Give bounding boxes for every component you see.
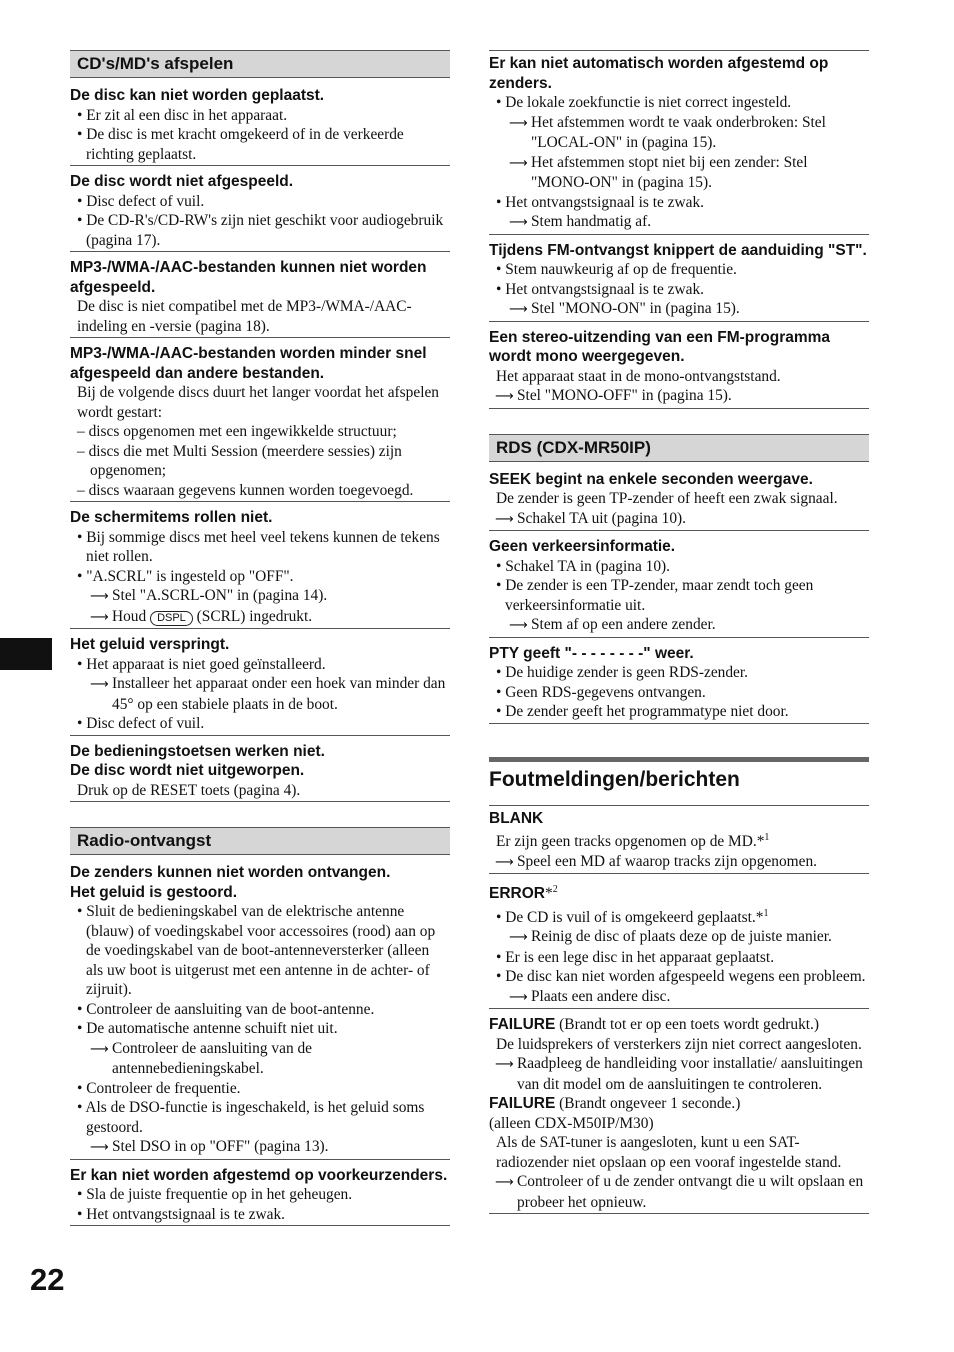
- issue-title: MP3-/WMA-/AAC-bestanden kunnen niet worden afgespeeld.: [70, 259, 427, 296]
- bullet: •: [77, 1020, 83, 1037]
- message-title: BLANK: [489, 809, 544, 827]
- arrow-icon: ⟶: [495, 854, 514, 870]
- remedy-text: Het afstemmen stopt niet bij een zender: Stel "MONO-ON" in (pagina 15).: [531, 153, 808, 191]
- bullet: •: [77, 126, 83, 143]
- bullet: •: [77, 1099, 83, 1116]
- bullet: •: [77, 1000, 83, 1018]
- left-column: [70, 50, 450, 1231]
- issue-stereo-heard-mono: [489, 327, 869, 409]
- issue-title: Tijdens FM-ontvangst knippert de aanduiding "ST".: [489, 241, 867, 259]
- cause-text: Disc defect of vuil.: [86, 715, 205, 732]
- footnote-star: *: [544, 885, 553, 903]
- issue-seek-starts: [489, 469, 869, 532]
- footnote-ref: 1: [763, 907, 769, 919]
- cause-text: discs waaraan gegevens kunnen worden toegevoegd.: [88, 481, 414, 499]
- remedy-text: Controleer of u de zender ontvangt die u wilt opslaan en probeer het opnieuw.: [517, 1173, 864, 1211]
- issue-title: De disc wordt niet afgespeeld.: [70, 173, 294, 190]
- cause-text: discs opgenomen met een ingewikkelde structuur;: [88, 423, 397, 440]
- issue-title: Een stereo-uitzending van een FM-programma wordt mono weergegeven.: [489, 328, 831, 365]
- remedy-text: Stem af op een andere zender.: [531, 616, 716, 633]
- cause-text: Bij sommige discs met heel veel tekens kunnen de tekens niet rollen.: [86, 528, 440, 565]
- dash: –: [77, 423, 85, 440]
- bullet: •: [77, 567, 83, 585]
- issue-title: Het geluid is gestoord.: [70, 883, 238, 901]
- bullet: •: [496, 280, 502, 298]
- remedy-text: Houd: [112, 607, 147, 625]
- issue-stations-not-received: [70, 862, 450, 1160]
- message-title: ERROR: [489, 885, 545, 903]
- remedy-text: Stel "MONO-OFF" in (pagina 15).: [517, 387, 732, 404]
- arrow-icon: ⟶: [495, 1057, 514, 1073]
- cause-text: Geen RDS-gegevens ontvangen.: [505, 683, 706, 701]
- arrow-icon: ⟶: [90, 589, 109, 604]
- arrow-icon: ⟶: [509, 618, 528, 633]
- footnote-ref: 1: [764, 832, 770, 843]
- cause-text: De CD-R's/CD-RW's zijn niet geschikt voor audiogebruik (pagina 17).: [86, 212, 444, 249]
- message-error: [489, 879, 869, 1009]
- section-title-error-messages: Foutmeldingen/berichten: [489, 757, 869, 806]
- issue-buttons-not-working: [70, 741, 450, 803]
- issue-title: SEEK begint na enkele seconden weergave.: [489, 470, 813, 488]
- issue-title: De disc kan niet worden geplaatst.: [70, 87, 325, 104]
- page-number: 22: [30, 1262, 65, 1297]
- cause-text: Het apparaat is niet goed geïnstalleerd.: [86, 655, 326, 673]
- cause-text: Schakel TA in (pagina 10).: [505, 557, 670, 575]
- cause-text: Bij de volgende discs duurt het langer voordat het afspelen wordt gestart:: [77, 384, 440, 421]
- issue-title: MP3-/WMA-/AAC-bestanden worden minder snel afgespeeld dan andere bestanden.: [70, 345, 427, 382]
- bullet: •: [496, 577, 502, 594]
- bullet: •: [77, 655, 83, 673]
- remedy-text: Speel een MD af waarop tracks zijn opgenomen.: [517, 852, 818, 870]
- bullet: •: [496, 908, 502, 926]
- bullet: •: [77, 1186, 83, 1203]
- remedy-text: Druk op de RESET toets (pagina 4).: [77, 781, 301, 799]
- cause-text: De luidsprekers of versterkers zijn niet correct aangesloten.: [496, 1035, 862, 1053]
- cause-text: De zender is geen TP-zender of heeft een zwak signaal.: [496, 490, 838, 507]
- dspl-key-icon: DSPL: [150, 611, 193, 626]
- message-title: FAILURE: [489, 1095, 556, 1113]
- footnote-star: *: [756, 833, 765, 851]
- bullet: •: [77, 212, 83, 229]
- remedy-text: Stel DSO in op "OFF" (pagina 13).: [112, 1138, 329, 1155]
- cause-text: Er is een lege disc in het apparaat geplaatst.: [505, 948, 775, 966]
- cause-text: De zender geeft het programmatype niet door.: [505, 703, 789, 720]
- arrow-icon: ⟶: [495, 1175, 514, 1191]
- remedy-text: (SCRL) ingedrukt.: [196, 607, 313, 625]
- section-header-rds: RDS (CDX-MR50IP): [489, 434, 869, 462]
- issue-sound-skips: [70, 634, 450, 736]
- remedy-text: Het afstemmen wordt te vaak onderbroken: Stel "LOCAL-ON" in (pagina 15).: [531, 113, 826, 151]
- bullet: •: [496, 664, 502, 681]
- issue-mp3-slow: [70, 343, 450, 502]
- cause-text: Er zijn geen tracks opgenomen op de MD.: [496, 833, 757, 851]
- section-header-radio: Radio-ontvangst: [70, 827, 450, 855]
- cause-text: De disc kan niet worden afgespeeld wegens een probleem.: [505, 968, 866, 986]
- cause-text: Controleer de aansluiting van de boot-antenne.: [86, 1000, 375, 1018]
- issue-auto-tuning-fails: [489, 50, 869, 235]
- issue-disc-not-inserted: [70, 85, 450, 166]
- bullet: •: [496, 968, 502, 986]
- cause-text: "A.SCRL" is ingesteld op "OFF".: [86, 567, 294, 585]
- issue-title: Geen verkeersinformatie.: [489, 538, 676, 555]
- arrow-icon: ⟶: [509, 215, 528, 230]
- cause-text: Sla de juiste frequentie op in het geheugen.: [86, 1186, 353, 1203]
- message-note: (Brandt ongeveer 1 seconde.): [559, 1095, 741, 1113]
- issue-presets-not-tuned: [70, 1165, 450, 1227]
- cause-text: De zender is een TP-zender, maar zendt toch geen verkeersinformatie uit.: [505, 577, 814, 614]
- issue-pty-dashes: [489, 643, 869, 724]
- remedy-text: Controleer de aansluiting van de antennebedieningskabel.: [112, 1039, 313, 1077]
- remedy-text: Reinig de disc of plaats deze op de juiste manier.: [531, 928, 832, 946]
- message-title: FAILURE: [489, 1016, 556, 1034]
- cause-text: discs die met Multi Session (meerdere sessies) zijn opgenomen;: [88, 442, 402, 479]
- cause-text: De CD is vuil of is omgekeerd geplaatst.: [505, 908, 756, 926]
- cause-text: De lokale zoekfunctie is niet correct ingesteld.: [505, 94, 792, 111]
- issue-title: De bedieningstoetsen werken niet.: [70, 742, 325, 760]
- remedy-text: Stel "MONO-ON" in (pagina 15).: [531, 300, 740, 317]
- bullet: •: [77, 106, 83, 124]
- remedy-text: Stem handmatig af.: [531, 213, 652, 230]
- right-column: [489, 50, 869, 1219]
- arrow-icon: ⟶: [509, 155, 528, 171]
- bullet: •: [496, 94, 502, 111]
- issue-mp3-not-playing: [70, 257, 450, 338]
- remedy-text: Schakel TA uit (pagina 10).: [517, 509, 687, 527]
- cause-text: De automatische antenne schuift niet uit.: [86, 1020, 338, 1037]
- arrow-icon: ⟶: [90, 1041, 109, 1057]
- cause-text: Het ontvangstsignaal is te zwak.: [505, 280, 704, 298]
- remedy-text: Raadpleeg de handleiding voor installatie/ aansluitingen van dit model om de aansluitingen te controleren.: [517, 1055, 863, 1093]
- arrow-icon: ⟶: [509, 989, 528, 1005]
- cause-text: Sluit de bedieningskabel van de elektrische antenne (blauw) of voedingskabel voor accessoires (rood) aan op de voedingskabel van de boot-antenneversterker (alleen als uw boot is uitgerust met een antenne in de achter- of zijruit).: [86, 903, 436, 998]
- issue-title: De schermitems rollen niet.: [70, 509, 273, 526]
- issue-display-not-scrolling: [70, 507, 450, 629]
- arrow-icon: ⟶: [509, 115, 528, 131]
- cause-text: De disc is niet compatibel met de MP3-/WMA-/AAC-indeling en -versie (pagina 18).: [77, 298, 412, 335]
- arrow-icon: ⟶: [90, 1140, 109, 1155]
- issue-title: De zenders kunnen niet worden ontvangen.: [70, 864, 391, 881]
- cause-text: Als de SAT-tuner is aangesloten, kunt u een SAT-radiozender niet opslaan op een vooraf ingestelde stand.: [496, 1134, 842, 1171]
- arrow-icon: ⟶: [509, 302, 528, 317]
- bullet: •: [496, 703, 502, 720]
- cause-text: Het apparaat staat in de mono-ontvangststand.: [496, 367, 781, 385]
- arrow-icon: ⟶: [90, 609, 109, 625]
- message-blank: [489, 808, 869, 875]
- remedy-text: Installeer het apparaat onder een hoek van minder dan 45° op een stabiele plaats in de boot.: [112, 675, 446, 713]
- footnote-ref: 2: [552, 884, 558, 896]
- section-header-cd-md: CD's/MD's afspelen: [70, 50, 450, 78]
- remedy-text: Stel "A.SCRL-ON" in (pagina 14).: [112, 587, 328, 604]
- message-note: (Brandt tot er op een toets wordt gedrukt.): [559, 1016, 820, 1034]
- bullet: •: [77, 903, 83, 920]
- bullet: •: [77, 1205, 83, 1223]
- bullet: •: [496, 948, 502, 966]
- model-note: (alleen CDX-M50IP/M30): [489, 1114, 654, 1132]
- footnote-star: *: [755, 908, 764, 926]
- cause-text: Het ontvangstsignaal is te zwak.: [505, 193, 704, 211]
- cause-text: Disc defect of vuil.: [86, 192, 205, 210]
- bullet: •: [77, 715, 83, 732]
- message-failure: [489, 1014, 869, 1214]
- bullet: •: [77, 1079, 83, 1097]
- issue-title: Er kan niet worden afgestemd op voorkeurzenders.: [70, 1166, 448, 1184]
- remedy-text: Plaats een andere disc.: [531, 987, 671, 1005]
- bullet: •: [496, 261, 502, 278]
- cause-text: De disc is met kracht omgekeerd of in de verkeerde richting geplaatst.: [86, 126, 404, 163]
- section-tab-marker: [0, 638, 52, 670]
- bullet: •: [496, 193, 502, 211]
- bullet: •: [77, 192, 83, 210]
- arrow-icon: ⟶: [495, 511, 514, 527]
- arrow-icon: ⟶: [495, 389, 514, 404]
- issue-title: PTY geeft "- - - - - - - -" weer.: [489, 644, 694, 662]
- cause-text: Stem nauwkeurig af op de frequentie.: [505, 261, 737, 278]
- cause-text: Het ontvangstsignaal is te zwak.: [86, 1205, 285, 1223]
- issue-no-traffic-info: [489, 536, 869, 638]
- bullet: •: [496, 683, 502, 701]
- cause-text: Controleer de frequentie.: [86, 1079, 241, 1097]
- issue-disc-not-playing: [70, 171, 450, 252]
- dash: –: [77, 442, 85, 460]
- issue-st-flashes: [489, 240, 869, 322]
- cause-text: Als de DSO-functie is ingeschakeld, is het geluid soms gestoord.: [85, 1099, 425, 1136]
- arrow-icon: ⟶: [509, 930, 528, 946]
- cause-text: De huidige zender is geen RDS-zender.: [505, 664, 748, 681]
- issue-title: De disc wordt niet uitgeworpen.: [70, 762, 305, 779]
- arrow-icon: ⟶: [90, 677, 109, 692]
- issue-title: Er kan niet automatisch worden afgestemd op zenders.: [489, 55, 829, 92]
- bullet: •: [496, 557, 502, 575]
- dash: –: [77, 481, 85, 499]
- cause-text: Er zit al een disc in het apparaat.: [86, 106, 288, 124]
- bullet: •: [77, 528, 83, 546]
- issue-title: Het geluid verspringt.: [70, 636, 230, 653]
